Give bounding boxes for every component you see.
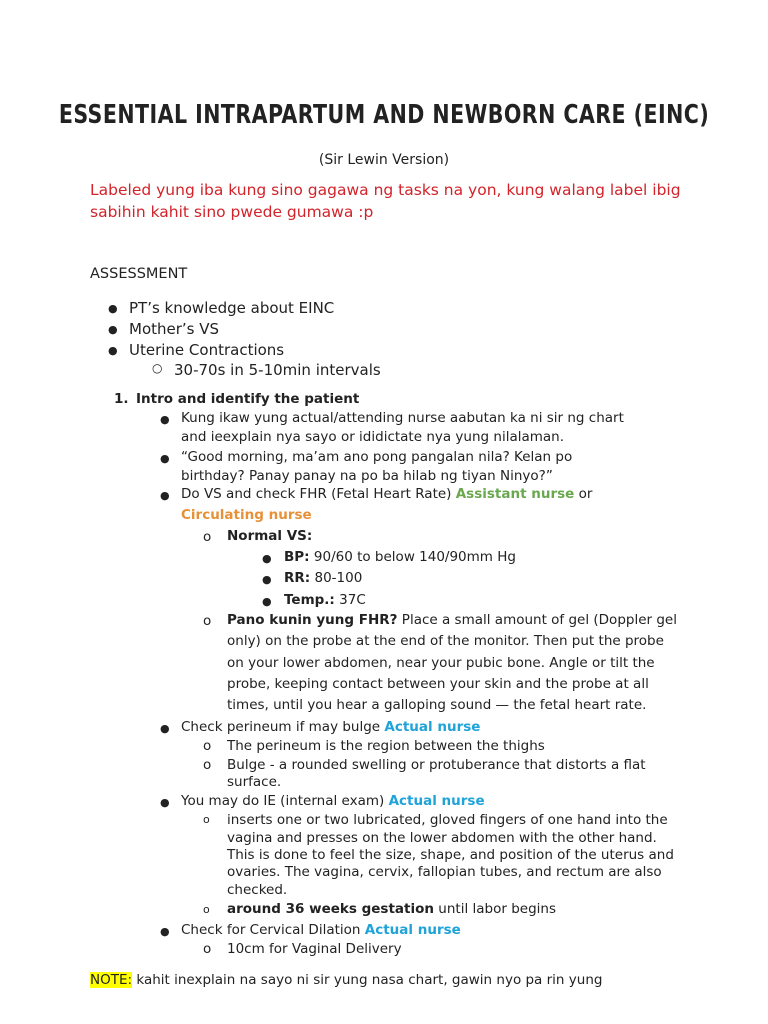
vs-value: 37C (339, 592, 366, 608)
list-item: Bulge - a rounded swelling or protuberance that distorts a flat (227, 757, 646, 773)
list-item: surface. (227, 774, 282, 790)
step-heading: Intro and identify the patient (136, 391, 360, 407)
vs-item (284, 549, 516, 565)
bullet-icon: ● (160, 452, 170, 465)
circle-bullet-icon: o (203, 738, 212, 754)
vs-item (284, 592, 366, 608)
red-note-line: sabihin kahit sino pwede gumawa :p (90, 203, 374, 221)
fhr-text: on your lower abdomen, near your pubic bone. Angle or tilt the (227, 655, 655, 671)
fhr-paragraph (227, 612, 677, 628)
role-actual-nurse: Actual nurse (388, 793, 485, 809)
bullet-icon: ● (262, 595, 272, 608)
list-item: “Good morning, ma’am ano pong pangalan nila? Kelan po (181, 449, 573, 465)
list-item (181, 793, 485, 809)
list-item: checked. (227, 882, 288, 898)
list-item: 30-70s in 5-10min intervals (174, 361, 381, 379)
red-note-line: Labeled yung iba kung sino gagawa ng tasks na yon, kung walang label ibig (90, 181, 681, 199)
item-text: Check perineum if may bulge (181, 719, 381, 735)
circle-bullet-icon: ○ (152, 361, 163, 375)
list-item: Mother’s VS (129, 320, 220, 338)
vs-label: BP: (284, 549, 310, 565)
list-item (181, 719, 480, 735)
circle-bullet-icon: o (203, 903, 210, 916)
list-item (227, 901, 556, 917)
item-text: until labor begins (438, 901, 556, 917)
role-assistant-nurse: Assistant nurse (455, 486, 575, 502)
bullet-icon: ● (160, 796, 170, 809)
bullet-icon: ● (160, 722, 170, 735)
footer-note (90, 972, 602, 988)
list-item: 10cm for Vaginal Delivery (227, 941, 402, 957)
bullet-icon: ● (160, 925, 170, 938)
step-number: 1. (114, 391, 129, 407)
list-item: birthday? Panay panay na po ba hilab ng tiyan Ninyo?” (181, 468, 553, 484)
vs-label: RR: (284, 570, 311, 586)
item-text: or (578, 486, 593, 502)
circle-bullet-icon: o (203, 757, 212, 773)
fhr-text: only) on the probe at the end of the monitor. Then put the probe (227, 633, 664, 649)
vs-item (284, 570, 362, 586)
page-title: ESSENTIAL INTRAPARTUM AND NEWBORN CARE (EINC) (58, 100, 710, 130)
list-item: Uterine Contractions (129, 341, 285, 359)
fhr-text: Place a small amount of gel (Doppler gel (401, 612, 677, 628)
bullet-icon: ● (108, 344, 118, 357)
circle-bullet-icon: o (203, 529, 212, 545)
bullet-icon: ● (160, 413, 170, 426)
fhr-text: probe, keeping contact between your skin and the probe at all (227, 676, 649, 692)
circle-bullet-icon: o (203, 613, 212, 629)
list-item: vagina and presses on the lower abdomen with the other hand. (227, 830, 657, 846)
list-item (181, 486, 592, 502)
item-text: Check for Cervical Dilation (181, 922, 361, 938)
note-text: kahit inexplain na sayo ni sir yung nasa chart, gawin nyo pa rin yung (136, 972, 603, 988)
item-text: Do VS and check FHR (Fetal Heart Rate) (181, 486, 452, 502)
list-item: and ieexplain nya sayo or ididictate nya yung nilalaman. (181, 429, 565, 445)
bullet-icon: ● (160, 489, 170, 502)
list-item: The perineum is the region between the thighs (227, 738, 545, 754)
list-item: inserts one or two lubricated, gloved fingers of one hand into the (227, 812, 668, 828)
circle-bullet-icon: o (203, 941, 212, 957)
list-item: ovaries. The vagina, cervix, fallopian tubes, and rectum are also (227, 864, 662, 880)
circle-bullet-icon: o (203, 813, 210, 826)
bullet-icon: ● (108, 302, 118, 315)
list-item: This is done to feel the size, shape, and position of the uterus and (227, 847, 674, 863)
list-item: PT’s knowledge about EINC (129, 299, 335, 317)
list-item (181, 922, 461, 938)
normal-vs-label: Normal VS: (227, 528, 313, 544)
vs-value: 80-100 (314, 570, 363, 586)
bullet-icon: ● (262, 552, 272, 565)
role-actual-nurse: Actual nurse (384, 719, 481, 735)
role-actual-nurse: Actual nurse (364, 922, 461, 938)
note-label: NOTE: (90, 972, 133, 988)
role-circulating-nurse: Circulating nurse (181, 507, 312, 523)
vs-value: 90/60 to below 140/90mm Hg (313, 549, 516, 565)
bullet-icon: ● (108, 323, 118, 336)
assessment-heading: ASSESSMENT (90, 266, 188, 282)
bullet-icon: ● (262, 573, 272, 586)
item-text: You may do IE (internal exam) (181, 793, 385, 809)
list-item: Kung ikaw yung actual/attending nurse aabutan ka ni sir ng chart (181, 410, 624, 426)
gestation-bold: around 36 weeks gestation (227, 901, 434, 917)
fhr-text: times, until you hear a galloping sound — the fetal heart rate. (227, 697, 647, 713)
fhr-label: Pano kunin yung FHR? (227, 612, 398, 628)
page-subtitle: (Sir Lewin Version) (318, 152, 450, 168)
vs-label: Temp.: (284, 592, 335, 608)
